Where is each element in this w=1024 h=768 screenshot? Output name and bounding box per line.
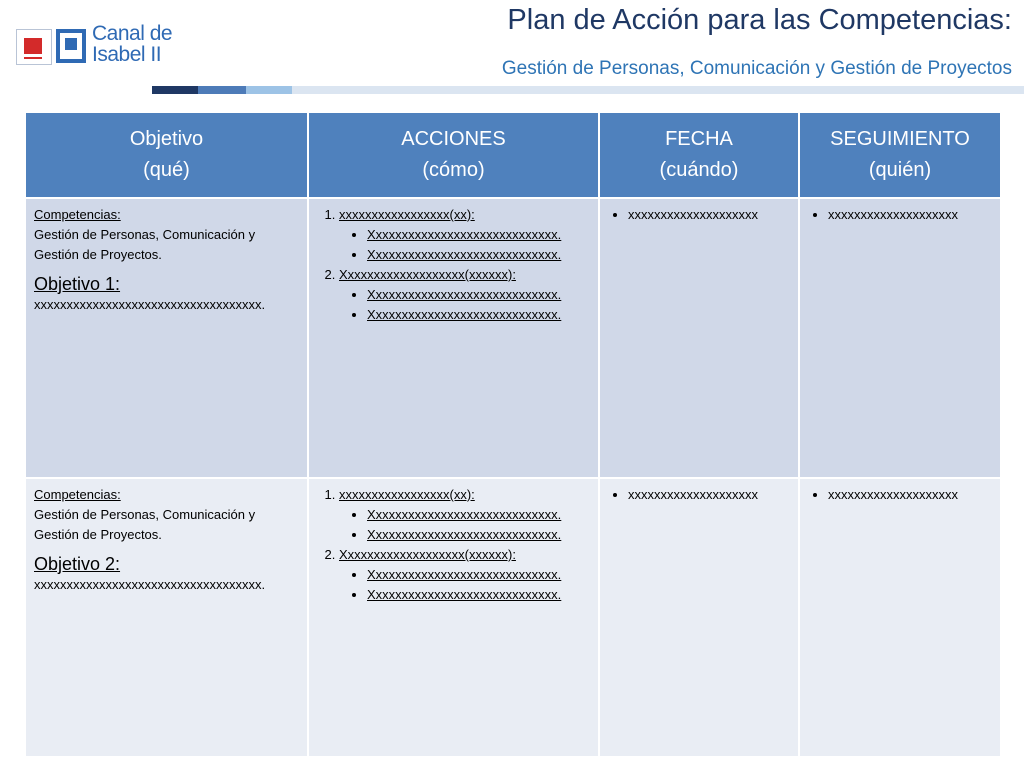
page-title: Plan de Acción para las Competencias: — [507, 4, 1012, 36]
header-divider-segment — [152, 86, 198, 94]
fecha-item: • xxxxxxxxxxxxxxxxxxxx — [628, 205, 790, 225]
competencias-label: Competencias: — [34, 207, 121, 222]
action-item: 1. xxxxxxxxxxxxxxxxx(xx): • Xxxxxxxxxxxxxxxxxxxxxxxxxxxxx. • Xxxxxxxxxxxxxxxxxxxxxxxxxxxxx. — [339, 205, 590, 265]
logo-line-1: Canal de — [92, 22, 173, 45]
action-item: 2. Xxxxxxxxxxxxxxxxxxx(xxxxxx): • Xxxxxxxxxxxxxxxxxxxxxxxxxxxxx. • Xxxxxxxxxxxxxxxxxxxxxxxxxxxxx. — [339, 265, 590, 325]
header-divider-segment — [292, 86, 1024, 94]
canal-mark-icon — [56, 29, 86, 63]
competencias-text: Gestión de Personas, Comunicación y Gestión de Proyectos. — [34, 227, 256, 262]
table-header-row — [25, 112, 1001, 198]
competencias-text: Gestión de Personas, Comunicación y Gestión de Proyectos. — [34, 507, 256, 542]
action-item: 2. Xxxxxxxxxxxxxxxxxxx(xxxxxx): • Xxxxxxxxxxxxxxxxxxxxxxxxxxxxx. • Xxxxxxxxxxxxxxxxxxxxxxxxxxxxx. — [339, 545, 590, 605]
action-item: 1. xxxxxxxxxxxxxxxxx(xx): • Xxxxxxxxxxxxxxxxxxxxxxxxxxxxx. • Xxxxxxxxxxxxxxxxxxxxxxxxxxxxx. — [339, 485, 590, 545]
seguimiento-cell — [799, 478, 1001, 757]
header-acciones: ACCIONES (cómo) — [308, 112, 599, 198]
action-subitem: • Xxxxxxxxxxxxxxxxxxxxxxxxxxxxx. — [367, 525, 590, 545]
header-divider-segment — [198, 86, 246, 94]
objetivo-cell — [25, 478, 308, 757]
canal-de-isabel-ii-logo — [16, 22, 173, 69]
page-subtitle: Gestión de Personas, Comunicación y Gestión de Proyectos — [501, 58, 1012, 79]
fecha-item: • xxxxxxxxxxxxxxxxxxxx — [628, 485, 790, 505]
fecha-cell — [599, 198, 799, 478]
competencias-label: Competencias: — [34, 487, 121, 502]
logo-wordmark — [92, 23, 172, 65]
header-divider-segment — [246, 86, 292, 94]
header-fecha: FECHA (cuándo) — [599, 112, 799, 198]
seguimiento-cell — [799, 198, 1001, 478]
action-subitem: • Xxxxxxxxxxxxxxxxxxxxxxxxxxxxx. — [367, 285, 590, 305]
action-subitem: • Xxxxxxxxxxxxxxxxxxxxxxxxxxxxx. — [367, 585, 590, 605]
comunidad-madrid-crest-icon — [16, 29, 52, 65]
header-seguimiento: SEGUIMIENTO (quién) — [799, 112, 1001, 198]
objetivo-label: Objetivo 2: — [34, 554, 121, 574]
objetivo-cell — [25, 198, 308, 478]
logo-line-2: Isabel II — [92, 43, 162, 66]
objetivo-label: Objetivo 1: — [34, 274, 121, 294]
objetivo-text: xxxxxxxxxxxxxxxxxxxxxxxxxxxxxxxxxxx. — [34, 577, 266, 592]
seguimiento-item: • xxxxxxxxxxxxxxxxxxxx — [828, 485, 992, 505]
table-row — [25, 198, 1001, 478]
action-subitem: • Xxxxxxxxxxxxxxxxxxxxxxxxxxxxx. — [367, 245, 590, 265]
acciones-cell — [308, 198, 599, 478]
actions-list — [317, 485, 590, 605]
objetivo-text: xxxxxxxxxxxxxxxxxxxxxxxxxxxxxxxxxxx. — [34, 297, 266, 312]
header-objetivo: Objetivo (qué) — [25, 112, 308, 198]
action-subitem: • Xxxxxxxxxxxxxxxxxxxxxxxxxxxxx. — [367, 305, 590, 325]
seguimiento-item: • xxxxxxxxxxxxxxxxxxxx — [828, 205, 992, 225]
action-subitem: • Xxxxxxxxxxxxxxxxxxxxxxxxxxxxx. — [367, 565, 590, 585]
actions-list — [317, 205, 590, 325]
action-subitem: • Xxxxxxxxxxxxxxxxxxxxxxxxxxxxx. — [367, 225, 590, 245]
action-plan-table — [24, 111, 1002, 758]
action-subitem: • Xxxxxxxxxxxxxxxxxxxxxxxxxxxxx. — [367, 505, 590, 525]
fecha-cell — [599, 478, 799, 757]
acciones-cell — [308, 478, 599, 757]
table-row — [25, 478, 1001, 757]
